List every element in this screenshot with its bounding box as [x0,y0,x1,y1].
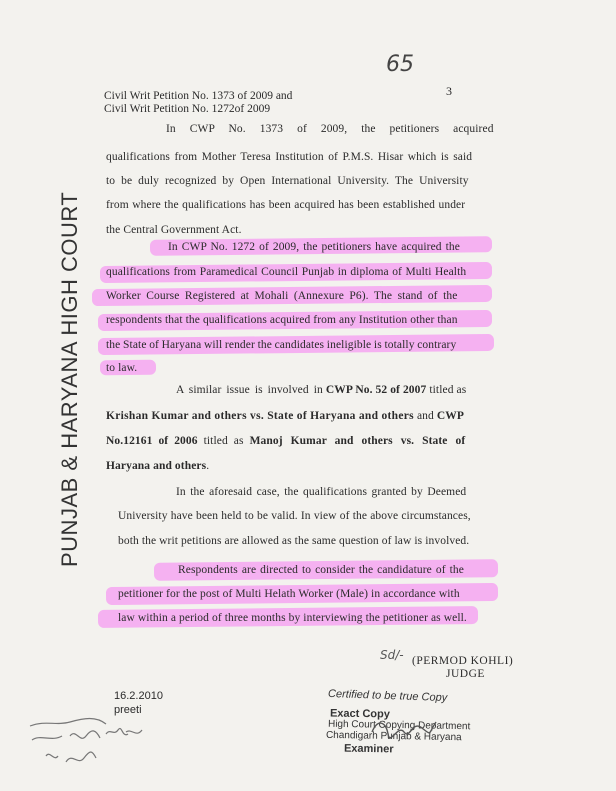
case-header-line-1: Civil Writ Petition No. 1373 of 2009 and [104,90,293,102]
copy-stamp-line-4: Examiner [343,742,394,756]
page-mark: 65 [386,52,414,77]
copy-stamp-line-3: Chandigarh Punjab & Haryana [325,729,462,744]
para1-line: from where the qualifications has been acquired has been established under [106,199,466,211]
certified-note: Certified to be true Copy [327,687,448,705]
para1-line: qualifications from Mother Teresa Institution of P.M.S. Hisar which is said [106,151,473,163]
para5-line: law within a period of three months by interviewing the petitioner as well. [118,612,467,624]
para3-line [176,384,466,396]
para2-line: Worker Course Registered at Mohali (Annexure P6). The stand of the [106,290,458,302]
para3-text: titled as [203,435,244,447]
para5-line: Respondents are directed to consider the candidature of the [178,564,464,576]
case-header-line-2: Civil Writ Petition No. 1272of 2009 [104,103,271,115]
copy-stamp-line-2: High Court Copying Department [327,718,471,733]
para2-line: In CWP No. 1272 of 2009, the petitioners have acquired the [168,241,460,253]
case-citation: CWP No. 52 of 2007 [325,384,427,396]
para2-line: qualifications from Paramedical Council Punjab in diploma of Multi Health [106,266,467,278]
para3-line [106,410,464,422]
para1-line-text: In CWP No. 1373 of 2009, the petitioners acquired [166,123,494,135]
case-title: Manoj Kumar and others vs. State of [249,435,466,447]
para1-line: the Central Government Act. [106,224,242,236]
para3-line [106,460,209,472]
typist-name: preeti [114,704,142,716]
para4-line: both the writ petitions are allowed as the same question of law is involved. [118,535,470,547]
page-number: 3 [446,84,452,98]
para1-line: to be duly recognized by Open International University. The University [106,175,469,187]
case-citation: CWP [436,410,464,422]
para5-line: petitioner for the post of Multi Helath Worker (Male) in accordance with [118,588,460,600]
para2-line: the State of Haryana will render the candidates ineligible is totally contrary [106,339,457,351]
para3-line [106,435,465,447]
para1-line [166,123,494,135]
para2-line: to law. [106,362,138,374]
court-side-stamp: PUNJAB & HARYANA HIGH COURT [57,191,82,567]
para3-text: . [206,460,210,472]
handwritten-notes [26,712,206,774]
judge-title: JUDGE [446,668,485,680]
case-title: Haryana and others [106,460,207,472]
examiner-signature [366,704,446,744]
para4-line: In the aforesaid case, the qualifications granted by Deemed [176,486,467,498]
signature-sd: Sd/- [380,648,404,662]
case-title: Krishan Kumar and others vs. State of Haryana and others [106,410,414,422]
order-date: 16.2.2010 [114,690,163,702]
para3-text: titled as [429,384,467,396]
judge-name: (PERMOD KOHLI) [412,655,514,667]
copy-stamp-line-1: Exact Copy [329,707,391,721]
para2-line: respondents that the qualifications acquired from any Institution other than [106,314,458,326]
case-citation: No.12161 of 2006 [106,435,198,447]
para3-text: and [416,410,434,422]
para4-line: University have been held to be valid. In view of the above circumstances, [118,510,471,522]
para3-text: A similar issue is involved in [176,384,323,396]
